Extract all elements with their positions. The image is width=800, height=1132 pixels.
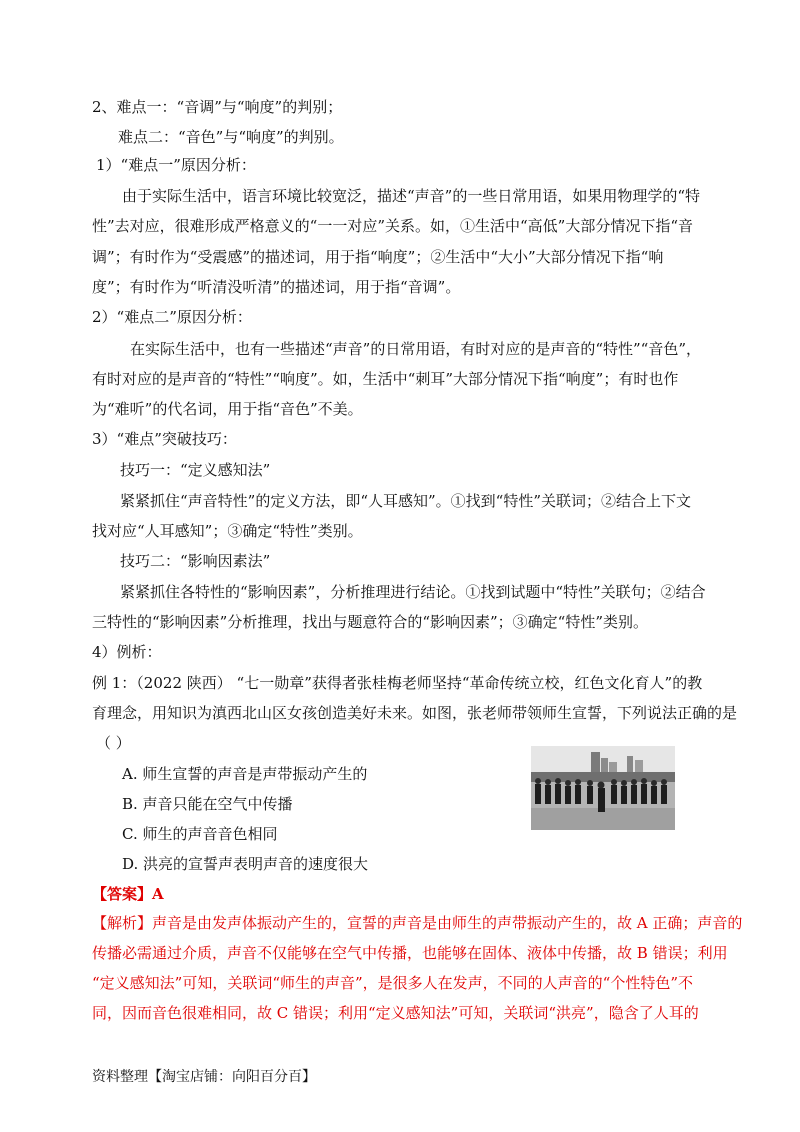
paragraph-line: 性”去对应，很难形成严格意义的“一一对应”关系。如，①生活中“高低”大部分情况下指“音 xyxy=(92,217,694,235)
heading-3: 3）“难点”突破技巧： xyxy=(92,430,237,448)
paragraph-line: 三特性的“影响因素”分析推理，找出与题意符合的“影响因素”；③确定“特性”类别。 xyxy=(92,613,649,631)
analysis-line: “定义感知法”可知，关联词“师生的声音”，是很多人在发声，不同的人声音的“个性特色”不 xyxy=(92,974,694,992)
question-stem: 育理念，用知识为滇西北山区女孩创造美好未来。如图，张老师带领师生宣誓，下列说法正确的是 xyxy=(92,704,738,722)
heading-4: 4）例析： xyxy=(92,643,162,661)
paragraph-line: 在实际生活中，也有一些描述“声音”的日常用语，有时对应的是声音的“特性”“音色”， xyxy=(130,340,702,358)
tip-title: 技巧一：“定义感知法” xyxy=(120,461,271,479)
question-stem: 例 1：（2022 陕西） “七一勋章”获得者张桂梅老师坚持“革命传统立校，红色文化育人”的教 xyxy=(92,674,703,692)
paragraph-line: 由于实际生活中，语言环境比较宽泛，描述“声音”的一些日常用语，如果用物理学的“特 xyxy=(122,187,701,205)
oath-photo-image xyxy=(531,746,675,830)
section-subtitle: 难点二：“音色”与“响度”的判别。 xyxy=(118,128,344,146)
paragraph-line: 紧紧抓住“声音特性”的定义方法，即“人耳感知”。①找到“特性”关联词；②结合上下文 xyxy=(120,492,692,510)
paragraph-line: 度”；有时作为“听清没听清”的描述词，用于指“音调”。 xyxy=(92,278,461,296)
paragraph-line: 紧紧抓住各特性的“影响因素”，分析推理进行结论。①找到试题中“特性”关联句；②结合 xyxy=(120,583,706,601)
option-a: A. 师生宣誓的声音是声带振动产生的 xyxy=(122,765,368,783)
option-b: B. 声音只能在空气中传播 xyxy=(122,795,293,813)
page-footer: 资料整理【淘宝店铺：向阳百分百】 xyxy=(92,1069,316,1085)
analysis-line: 传播必需通过介质，声音不仅能够在空气中传播，也能够在固体、液体中传播，故 B 错误；利用 xyxy=(92,944,728,962)
paragraph-line: 为“难听”的代名词，用于指“音色”不美。 xyxy=(92,400,363,418)
option-c: C. 师生的声音音色相同 xyxy=(122,825,278,843)
answer-blank: （ ） xyxy=(96,734,131,752)
paragraph-line: 调”；有时作为“受震感”的描述词，用于指“响度”；②生活中“大小”大部分情况下指“响 xyxy=(92,248,664,266)
analysis-line: 同，因而音色很难相同，故 C 错误；利用“定义感知法”可知，关联词“洪亮”，隐含了人耳的 xyxy=(92,1004,699,1022)
section-title: 2、难点一：“音调”与“响度”的判别； xyxy=(92,98,343,116)
paragraph-line: 有时对应的是声音的“特性”“响度”。如，生活中“刺耳”大部分情况下指“响度”；有时也作 xyxy=(92,370,679,388)
option-d: D. 洪亮的宣誓声表明声音的速度很大 xyxy=(122,855,369,873)
paragraph-line: 找对应“人耳感知”；③确定“特性”类别。 xyxy=(92,522,363,540)
oath-photo xyxy=(531,746,675,830)
analysis-line: 【解析】声音是由发声体振动产生的，宣誓的声音是由师生的声带振动产生的，故 A 正确；声音的 xyxy=(92,914,743,932)
heading-1: 1）“难点一”原因分析： xyxy=(96,156,256,174)
heading-2: 2）“难点二”原因分析： xyxy=(92,308,252,326)
answer-label: 【答案】A xyxy=(92,885,164,903)
tip-title: 技巧二：“影响因素法” xyxy=(120,552,271,570)
